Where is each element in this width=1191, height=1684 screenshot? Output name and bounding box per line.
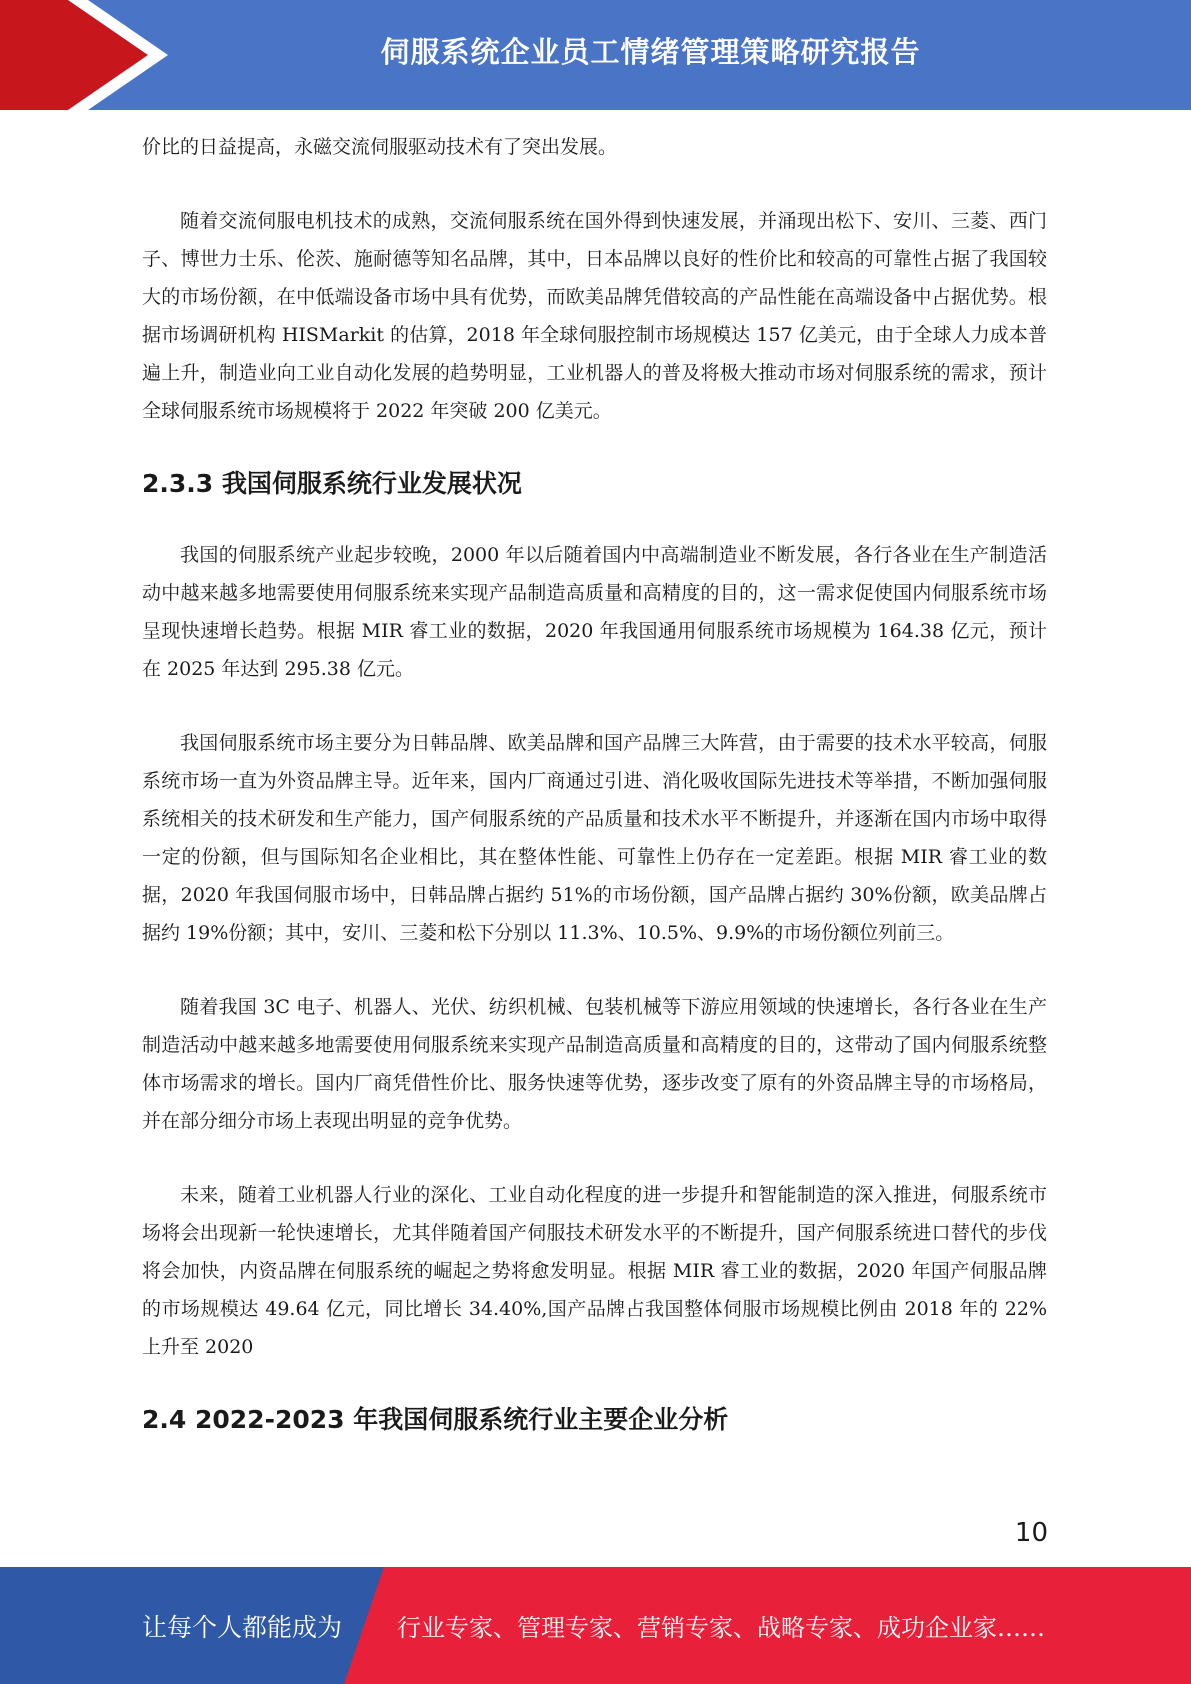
paragraph-global-market: 随着交流伺服电机技术的成熟，交流伺服系统在国外得到快速发展，并涌现出松下、安川、三菱、西门子、博世力士乐、伦茨、施耐德等知名品牌，其中，日本品牌以良好的性价比和较高的可靠性占据了我国较大的市场份额，在中低端设备市场中具有优势，而欧美品牌凭借较高的产品性能在高端设备中占据优势。根据市场调研机构 HISMarkit 的估算，2018 年全球伺服控制市场规模达 157 亿美元，由于全球人力成本普遍上升，制造业向工业自动化发展的趋势明显，工业机器人的普及将极大推动市场对伺服系统的需求，预计全球伺服系统市场规模将于 2022 年突破 200 亿美元。	[142, 210, 1047, 422]
header-band	[0, 0, 1191, 110]
footer-slogan-left: 让每个人都能成为	[142, 1612, 343, 1642]
paragraph-downstream-growth: 随着我国 3C 电子、机器人、光伏、纺织机械、包装机械等下游应用领域的快速增长，各行各业在生产制造活动中越来越多地需要使用伺服系统来实现产品制造高质量和高精度的目的，这带动了国内伺服系统整体市场需求的增长。国内厂商凭借性价比、服务快速等优势，逐步改变了原有的外资品牌主导的市场格局，并在部分细分市场上表现出明显的竞争优势。	[142, 996, 1047, 1132]
document-title: 伺服系统企业员工情绪管理策略研究报告	[380, 34, 921, 69]
footer-slogan-right: 行业专家、管理专家、营销专家、战略专家、成功企业家……	[397, 1614, 1045, 1642]
paragraph-continuation: 价比的日益提高，永磁交流伺服驱动技术有了突出发展。	[142, 136, 618, 158]
paragraph-future-outlook: 未来，随着工业机器人行业的深化、工业自动化程度的进一步提升和智能制造的深入推进，伺服系统市场将会出现新一轮快速增长，尤其伴随着国产伺服技术研发水平的不断提升，国产伺服系统进口替代的步伐将会加快，内资品牌在伺服系统的崛起之势将愈发明显。根据 MIR 睿工业的数据，2020 年国产伺服品牌的市场规模达 49.64 亿元，同比增长 34.40%,国产品牌占我国整体伺服市场规模比例由 2018 年的 22%上升至 2020	[142, 1184, 1047, 1358]
paragraph-market-camps: 我国伺服系统市场主要分为日韩品牌、欧美品牌和国产品牌三大阵营，由于需要的技术水平较高，伺服系统市场一直为外资品牌主导。近年来，国内厂商通过引进、消化吸收国际先进技术等举措，不断加强伺服系统相关的技术研发和生产能力，国产伺服系统的产品质量和技术水平不断提升，并逐渐在国内市场中取得一定的份额，但与国际知名企业相比，其在整体性能、可靠性上仍存在一定差距。根据 MIR 睿工业的数据，2020 年我国伺服市场中，日韩品牌占据约 51%的市场份额，国产品牌占据约 30%份额，欧美品牌占据约 19%份额；其中，安川、三菱和松下分别以 11.3%、10.5%、9.9%的市场份额位列前三。	[142, 732, 1047, 944]
section-heading-2-4: 2.4 2022-2023 年我国伺服系统行业主要企业分析	[142, 1405, 729, 1434]
paragraph-domestic-start: 我国的伺服系统产业起步较晚，2000 年以后随着国内中高端制造业不断发展，各行各业在生产制造活动中越来越多地需要使用伺服系统来实现产品制造高质量和高精度的目的，这一需求促使国内伺服系统市场呈现快速增长趋势。根据 MIR 睿工业的数据，2020 年我国通用伺服系统市场规模为 164.38 亿元，预计在 2025 年达到 295.38 亿元。	[142, 544, 1047, 680]
page-content	[142, 128, 1047, 1472]
section-heading-2-3-3: 2.3.3 我国伺服系统行业发展状况	[142, 469, 522, 498]
page-number: 10	[1014, 1518, 1048, 1548]
header-red-arrow	[0, 0, 148, 110]
